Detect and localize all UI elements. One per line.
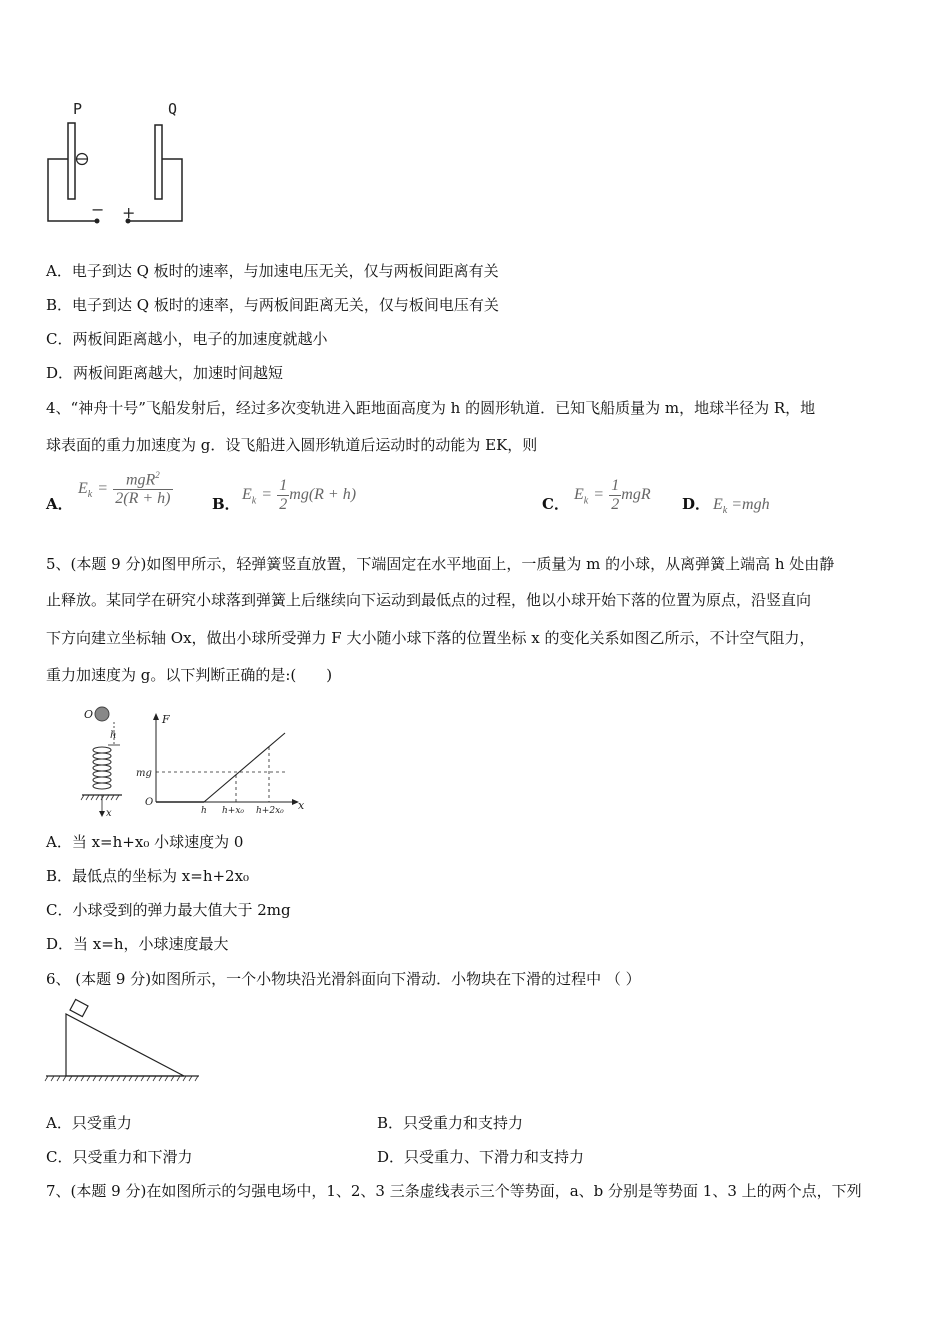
ball-icon [95,707,109,721]
q3-option-d: D．两板间距离越大，加速时间越短 [46,364,284,382]
formula-sub: k [583,495,589,507]
incline-figure [44,1000,204,1090]
formula-sup: 2 [155,470,160,480]
q5-stem-line3: 下方向建立坐标轴 Ox，做出小球所受弹力 F 大小随小球下落的位置坐标 x 的变化关系如图乙所示，不计空气阻力， [46,629,815,647]
plate-p-label: P [73,100,83,118]
q5-stem-line1: 5、(本题 9 分)如图甲所示，轻弹簧竖直放置，下端固定在水平地面上，一质量为 m 的小球，从离弹簧上端高 h 处由静 [46,555,835,573]
formula-den: 2(R + h) [115,490,171,508]
wire-right [130,159,182,221]
q4-stem-line1: 4、“神舟十号”飞船发射后，经过多次变轨进入距地面高度为 h 的圆形轨道．已知飞船质量为 m，地球半径为 R，地 [46,399,816,417]
formula-num: mgR [125,471,156,489]
plus-sign: + [122,203,136,222]
q5-option-b: B．最低点的坐标为 x=h+2x₀ [46,867,250,885]
formula-sub: k [251,495,257,507]
block-icon [70,999,88,1016]
formula-num: 1 [279,477,288,494]
formula-rest: mgR [621,486,651,504]
tick-h: h [201,806,207,816]
formula-den: 2 [611,496,620,513]
q6-option-a: A．只受重力 [46,1114,132,1132]
f-line [204,733,285,802]
q6-option-d: D．只受重力、下滑力和支持力 [377,1148,585,1166]
x-label: x [106,808,112,819]
q6-stem-line1: 6、 (本题 9 分)如图所示，一个小物块沿光滑斜面向下滑动．小物块在下滑的过程中 （ ） [46,970,641,988]
formula-sub: k [87,489,93,501]
q3-option-a: A．电子到达 Q 板时的速率，与加速电压无关，仅与两板间距离有关 [46,262,499,280]
height-label: h [110,730,117,741]
formula-sub: k [722,505,728,517]
f-axis-label: F [162,713,170,726]
wire-left [48,159,95,221]
q7-stem-line1: 7、(本题 9 分)在如图所示的匀强电场中，1、2、3 三条虚线表示三个等势面，a、b 分别是等势面 1、3 上的两个点，下列 [46,1182,862,1200]
formula-lhs: E [78,479,88,497]
x-axis-label: x [298,799,305,812]
q6-option-b: B．只受重力和支持力 [377,1114,524,1132]
q5-option-c: C．小球受到的弹力最大值大于 2mg [46,901,291,919]
formula-rest: =mgh [731,496,770,513]
q4-option-c-formula: $E_k$ = $\frac{1}{2}$ mgR [574,477,651,513]
formula-lhs: E [713,496,723,513]
spring-coils [93,747,111,789]
plate-q [155,125,162,199]
q5-stem-line2: 止释放。某同学在研究小球落到弹簧上后继续向下运动到最低点的过程，他以小球开始下落的位置为原点，沿竖直向 [46,591,812,609]
plate-q-label: Q [168,100,178,118]
q4-option-b-label: B． [212,495,240,513]
incline [66,1014,184,1076]
formula-rest: mg(R + h) [289,486,357,504]
q4-stem-line2: 球表面的重力加速度为 g．设飞船进入圆形轨道后运动时的动能为 EK，则 [46,436,538,454]
spring-figure [78,700,138,825]
q4-option-d-formula [713,496,770,516]
q4-option-d-label: D． [682,495,711,513]
terminal-minus [95,219,100,224]
minus-sign: − [91,200,105,219]
formula-num: 1 [611,477,620,494]
q4-option-a-formula: $E_k$ = $\frac{mgR^2}{2(R + h)}$ [78,470,171,508]
q5-stem-line4: 重力加速度为 g。以下判断正确的是:( ) [46,666,333,684]
formula-den: 2 [279,496,288,513]
formula-lhs: E [242,486,252,504]
tick-h-2x0: h+2x₀ [256,806,284,816]
q6-option-c: C．只受重力和下滑力 [46,1148,193,1166]
q4-option-c-label: C． [542,495,569,513]
formula-lhs: E [574,486,584,504]
q3-option-c: C．两板间距离越小，电子的加速度就越小 [46,330,328,348]
q5-option-a: A．当 x=h+x₀ 小球速度为 0 [46,833,244,851]
plate-p [68,123,75,199]
origin-label: O [145,797,154,808]
q3-option-b: B．电子到达 Q 板时的速率，与两板间距离无关，仅与板间电压有关 [46,296,499,314]
origin-label: O [84,708,94,721]
plates-figure [40,95,200,235]
mg-label: mg [136,768,152,779]
q5-option-d: D．当 x=h，小球速度最大 [46,935,229,953]
q4-option-a-label: A． [46,495,73,513]
tick-h-x0: h+x₀ [222,806,245,816]
force-graph [130,705,310,817]
q4-option-b-formula: $E_k$ = $\frac{1}{2}$ mg(R + h) [242,477,357,513]
